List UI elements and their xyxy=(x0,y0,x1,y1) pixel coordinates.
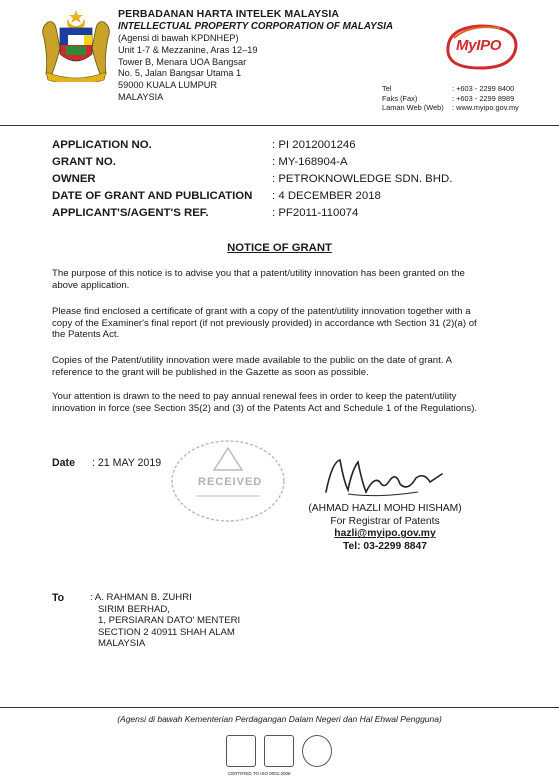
field-agent-ref: APPLICANT'S/AGENT'S REF. : PF2011-110074 xyxy=(52,207,359,219)
myipo-logo xyxy=(440,18,522,74)
contact-block xyxy=(382,84,519,113)
signatory-block xyxy=(300,503,470,553)
recipient-address xyxy=(90,592,240,650)
recipient-line: SIRIM BERHAD, xyxy=(98,603,170,615)
field-owner: OWNER : PETROKNOWLEDGE SDN. BHD. xyxy=(52,173,453,185)
application-details xyxy=(52,137,452,222)
signatory-email[interactable]: hazli@myipo.gov.my xyxy=(334,528,436,540)
address-line: Tower B, Menara UOA Bangsar xyxy=(118,56,247,67)
paragraph: Copies of the Patent/utility innovation were made available to the public on the date of grant. A reference to the grant will be published in the Gazette as soon as possible. xyxy=(52,355,452,378)
contact-web: Laman Web (Web) : www.myipo.gov.my xyxy=(382,103,519,113)
field-application-no: APPLICATION NO. : PI 2012001246 xyxy=(52,139,356,151)
sirim-cert-icon xyxy=(226,735,256,767)
header-divider xyxy=(0,125,559,126)
address-line: Unit 1-7 & Mezzanine, Aras 12–19 xyxy=(118,44,258,55)
stamp-text: RECEIVED xyxy=(198,476,263,488)
footer-divider xyxy=(0,707,559,708)
date-value: : 21 MAY 2019 xyxy=(92,457,162,469)
address-line: 59000 KUALA LUMPUR xyxy=(118,80,218,91)
recipient-line: 1, PERSIARAN DATO' MENTERI xyxy=(98,615,241,627)
recipient-label: To xyxy=(52,592,65,604)
contact-fax: Faks (Fax) : +603 - 2299 8989 xyxy=(382,93,515,103)
address-line: No. 5, Jalan Bangsar Utama 1 xyxy=(118,68,242,79)
org-address xyxy=(118,33,257,104)
org-name-english: INTELLECTUAL PROPERTY CORPORATION OF MALAYSIA xyxy=(118,21,394,32)
agency-note: (Agensi di bawah Kementerian Perdagangan Dalam Negeri dan Hal Ehwal Pengguna) xyxy=(117,714,442,724)
address-line: MALAYSIA xyxy=(118,91,164,102)
recipient-line: MALAYSIA xyxy=(98,638,146,650)
org-name: PERBADANAN HARTA INTELEK MALAYSIA xyxy=(118,8,340,20)
address-line: (Agensi di bawah KPDNHEP) xyxy=(118,33,239,43)
signatory-tel: Tel: 03-2299 8847 xyxy=(343,540,427,552)
recipient-line: SECTION 2 40911 SHAH ALAM xyxy=(98,626,235,638)
paragraph: The purpose of this notice is to advise you that a patent/utility innovation has been granted on the above application. xyxy=(52,268,465,291)
contact-tel: Tel : +603 - 2299 8400 xyxy=(382,84,515,93)
notice-title: NOTICE OF GRANT xyxy=(227,242,332,254)
date-label: Date xyxy=(52,457,75,469)
certification-logos xyxy=(226,735,332,769)
iqnet-cert-icon xyxy=(302,735,332,767)
signatory-name: (AHMAD HAZLI MOHD HISHAM) xyxy=(308,503,462,514)
paragraph: Your attention is drawn to the need to pay annual renewal fees in order to keep the patent/utility innovation in force (see Section 35(2) and (3) of the Patents Act and Schedule 1 of the Regulations). xyxy=(52,391,478,414)
field-grant-no: GRANT NO. : MY-168904-A xyxy=(52,156,348,168)
qa-cert-icon xyxy=(264,735,294,767)
field-date-of-grant: DATE OF GRANT AND PUBLICATION : 4 DECEMBER 2018 xyxy=(52,190,381,202)
myipo-logo-text: MyIPO xyxy=(456,37,502,54)
signatory-role: For Registrar of Patents xyxy=(330,515,440,527)
received-stamp xyxy=(168,436,288,526)
paragraph: Please find enclosed a certificate of grant with a copy of the patent/utility innovation together with a copy of the Examiner's final report (if not previously provided) in accordance wth Section 31 (2)(a) of the Patents Act. xyxy=(52,306,477,341)
crest-icon xyxy=(38,8,114,82)
certification-label: CERTIFIED TO ISO 9001:2008 xyxy=(228,771,291,776)
signature xyxy=(318,452,448,504)
recipient-line: : A. RAHMAN B. ZUHRI xyxy=(90,592,192,603)
